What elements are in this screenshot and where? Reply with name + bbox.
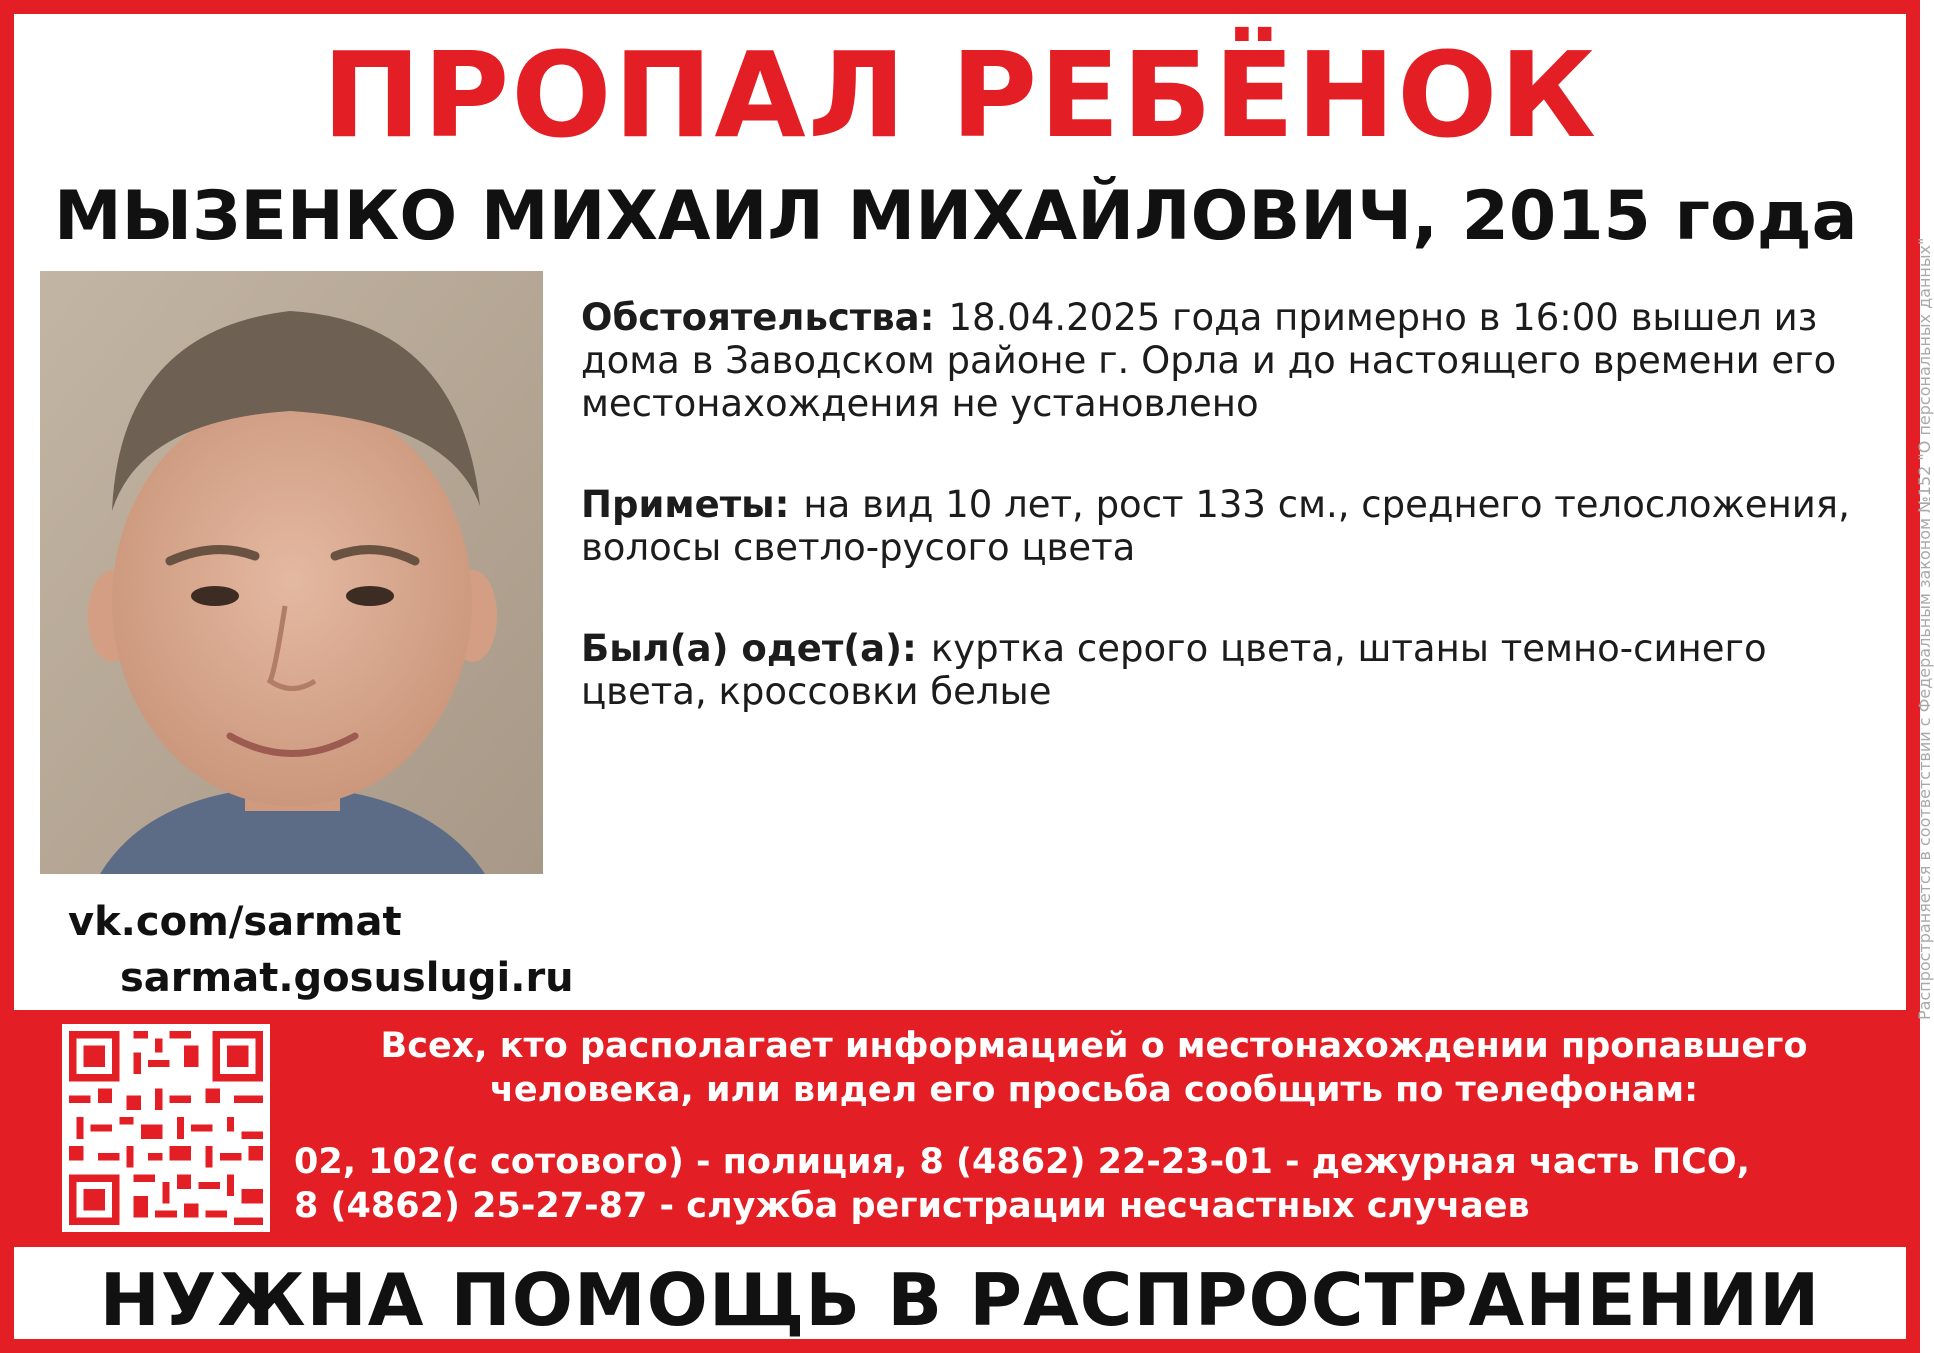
vk-link[interactable]: vk.com/sarmat bbox=[68, 899, 402, 945]
child-photo bbox=[40, 271, 543, 874]
qr-code-icon[interactable] bbox=[62, 1024, 270, 1232]
appearance-text: на вид 10 лет, рост 133 см., среднего телосложения, волосы светло-русого цвета bbox=[581, 483, 1850, 569]
phones-line-1: 02, 102(с сотового) - полиция, 8 (4862) 22-23-01 - дежурная часть ПСО, bbox=[294, 1142, 1750, 1182]
clothing-text: куртка серого цвета, штаны темно-синего цвета, кроссовки белые bbox=[581, 627, 1767, 713]
qr-code-graphic bbox=[62, 1024, 270, 1232]
details-section bbox=[581, 296, 1881, 771]
appearance-block bbox=[581, 483, 1881, 569]
poster-headline: ПРОПАЛ РЕБЁНОК bbox=[322, 26, 1598, 164]
appeal-line-1: Всех, кто располагает информацией о местонахождении пропавшего bbox=[380, 1026, 1808, 1066]
clothing-block bbox=[581, 627, 1881, 713]
appearance-label: Приметы: bbox=[581, 483, 790, 526]
clothing-label: Был(а) одет(а): bbox=[581, 627, 917, 670]
links-block bbox=[68, 894, 574, 1006]
circumstances-label: Обстоятельства: bbox=[581, 296, 935, 339]
child-portrait-illustration bbox=[40, 271, 543, 874]
footer-callout: НУЖНА ПОМОЩЬ В РАСПРОСТРАНЕНИИ bbox=[99, 1258, 1821, 1342]
appeal-text bbox=[294, 1024, 1894, 1228]
circumstances-block bbox=[581, 296, 1881, 425]
appeal-line-2: человека, или видел его просьба сообщить по телефонам: bbox=[489, 1070, 1699, 1110]
phones-line-2: 8 (4862) 25-27-87 - служба регистрации несчастных случаев bbox=[294, 1186, 1530, 1226]
circumstances-text: 18.04.2025 года примерно в 16:00 вышел из дома в Заводском районе г. Орла и до настоящего времени его местонахождения не установлено bbox=[581, 296, 1837, 425]
privacy-note: Распространяется в соответствии с Федеральным законом №152 "О персональных данных" bbox=[1915, 237, 1934, 1020]
person-name: МЫЗЕНКО МИХАИЛ МИХАЙЛОВИЧ, 2015 года bbox=[54, 177, 1858, 256]
gosuslugi-link[interactable]: sarmat.gosuslugi.ru bbox=[120, 955, 574, 1001]
contact-band bbox=[14, 1010, 1906, 1247]
